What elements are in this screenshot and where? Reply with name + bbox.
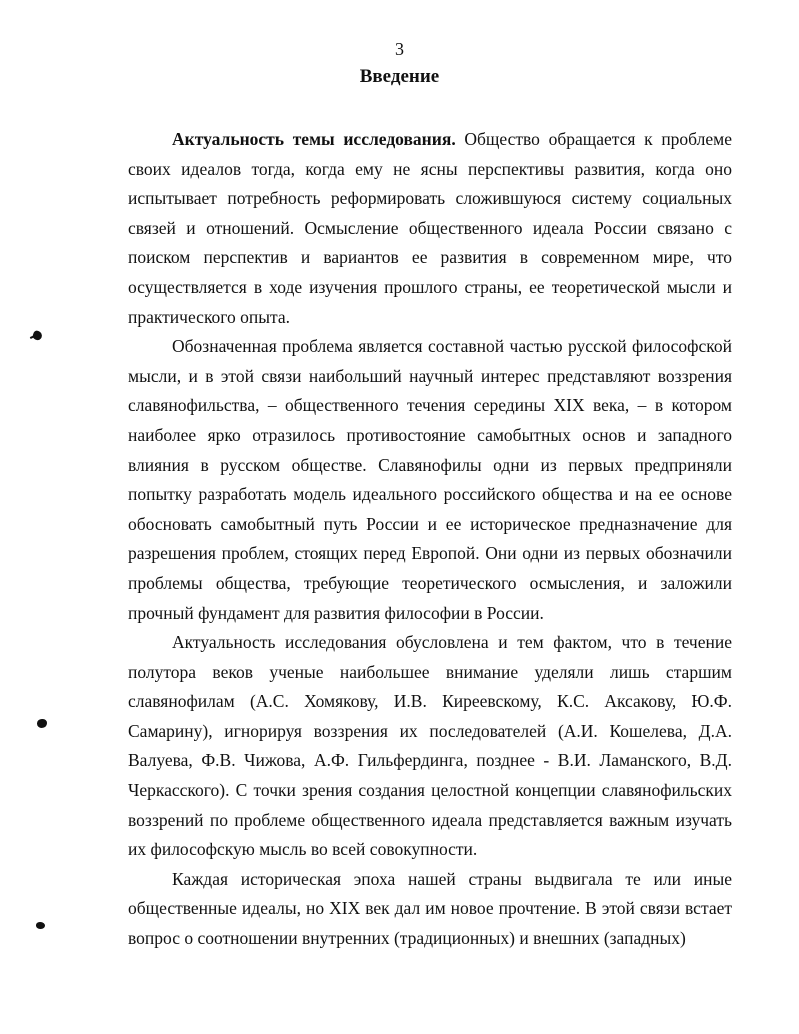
body-text (128, 125, 732, 954)
paragraph-1 (128, 125, 732, 332)
paragraph-3: Актуальность исследования обусловлена и тем фактом, что в течение полутора веков ученые наибольшее внимание уделяли лишь старшим славянофилам (А.С. Хомякову, И.В. Киреевскому, К.С. Аксакову, Ю.Ф. Самарину), игнорируя воззрения их последователей (А.И. Кошелева, Д.А. Валуева, Ф.В. Чижова, А.Ф. Гильфердинга, позднее - В.И. Ламанского, В.Д. Черкасского). С точки зрения создания целостной концепции славянофильских воззрений по проблеме общественного идеала представляется важным изучать их философскую мысль во всей совокупности. (128, 632, 732, 860)
paragraph-text: Общество обращается к проблеме своих идеалов тогда, когда ему не ясны перспективы развития, когда оно испытывает потребность реформировать сложившуюся систему социальных связей и отношений. Осмысление общественного идеала России связано с поиском перспектив и вариантов ее развития в современном мире, что осуществляется в ходе изучения прошлого страны, ее теоретической мысли и практического опыта. (128, 129, 732, 327)
page-number: 3 (395, 39, 404, 59)
scan-speck (37, 719, 47, 728)
paragraph-4: Каждая историческая эпоха нашей страны выдвигала те или иные общественные идеалы, но XIX век дал им новое прочтение. В этой связи встает вопрос о соотношении внутренних (традиционных) и внешних (западных) (128, 868, 732, 949)
paragraph-2: Обозначенная проблема является составной частью русской философской мысли, и в этой связи наибольший научный интерес представляют воззрения славянофильства, – общественного течения середины XIX века, – в котором наиболее ярко отразилось противостояние самобытных основ и западного влияния в русском обществе. Славянофилы одни из первых предприняли попытку разработать модель идеального российского общества и на ее основе обосновать самобытный путь России и ее историческое предназначение для разрешения проблем, стоящих перед Европой. Они одни из первых обозначили проблемы общества, требующие теоретического осмысления, и заложили прочный фундамент для развития философии в России. (128, 336, 732, 623)
page-title: Введение (359, 66, 440, 87)
scan-speck (36, 922, 45, 929)
paragraph-lead: Актуальность темы исследования. (172, 129, 456, 149)
